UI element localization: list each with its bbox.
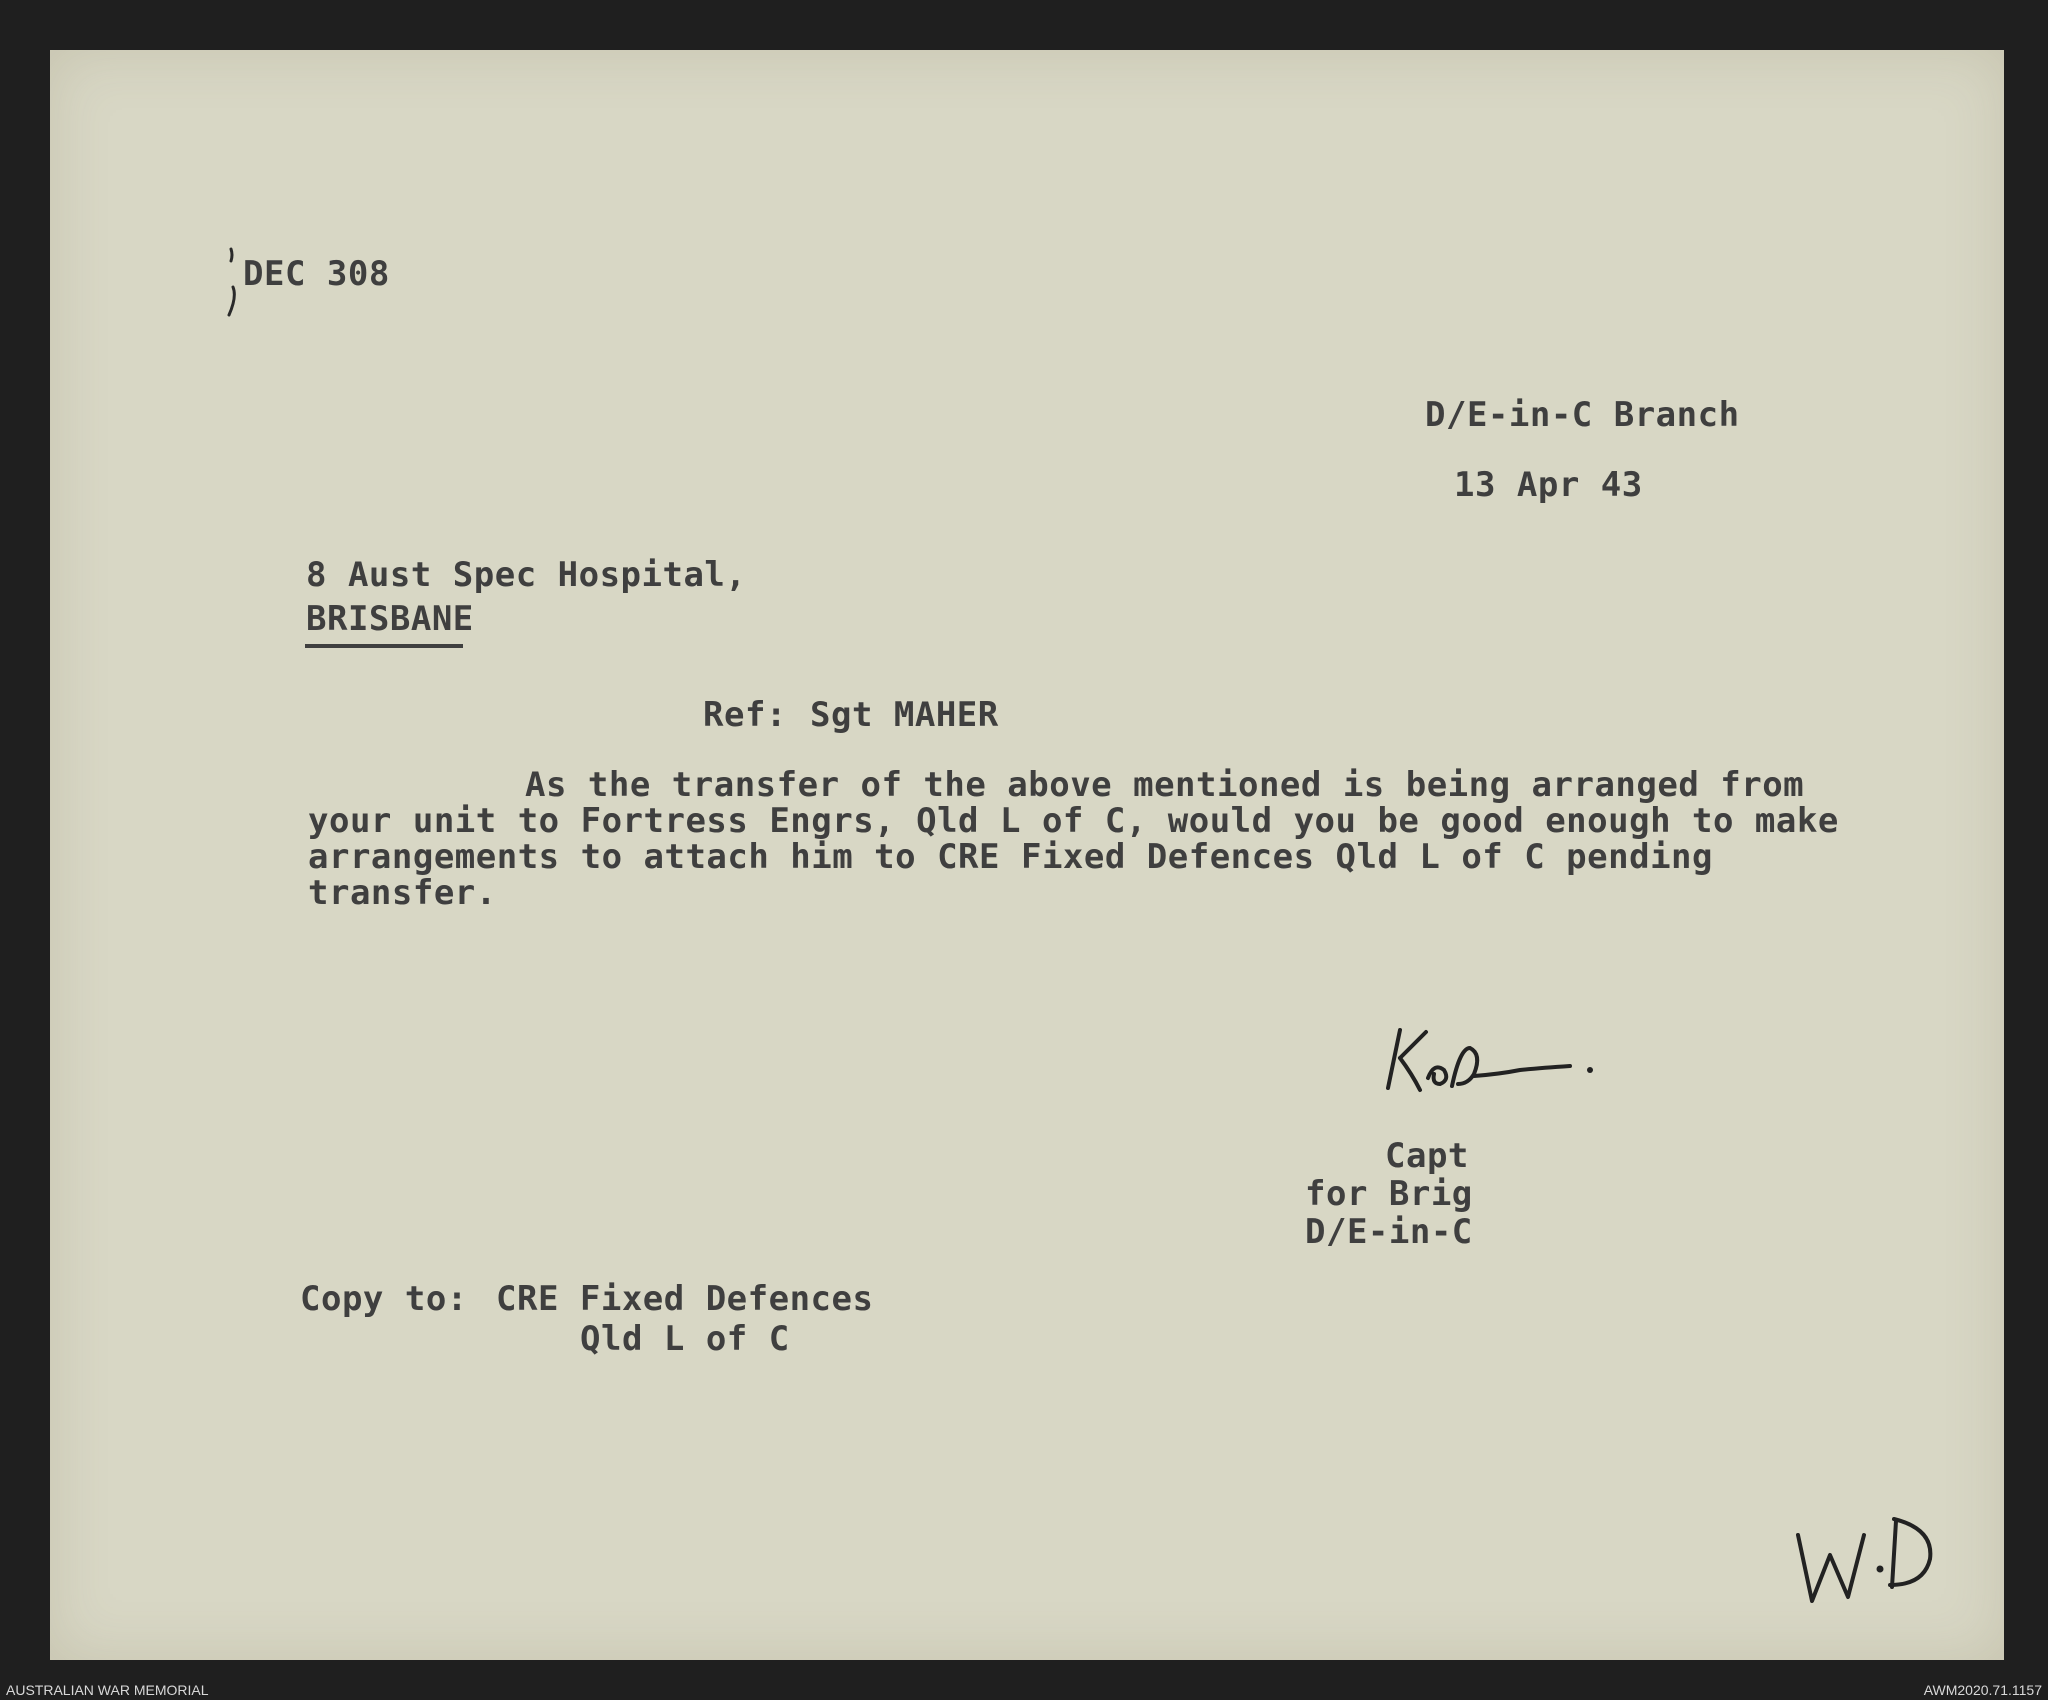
recipient-underline	[305, 644, 463, 648]
reference-subject: Sgt MAHER	[810, 695, 999, 735]
recipient-line-2: BRISBANE	[306, 599, 474, 639]
handwritten-signature	[1370, 1018, 1600, 1108]
signature-rank: Capt	[1385, 1136, 1469, 1176]
handwritten-tick-mark	[225, 245, 245, 325]
copy-to-label: Copy to:	[300, 1279, 468, 1319]
body-line-4: transfer.	[308, 873, 497, 913]
body-line-3: arrangements to attach him to CRE Fixed Defences Qld L of C pending	[308, 837, 1713, 877]
branch-name: D/E-in-C Branch	[1425, 395, 1740, 435]
body-line-2: your unit to Fortress Engrs, Qld L of C, would you be good enough to make	[308, 801, 1839, 841]
body-line-1: As the transfer of the above mentioned is being arranged from	[525, 765, 1805, 805]
copy-to-line-1: CRE Fixed Defences	[496, 1279, 874, 1319]
archive-credit: AUSTRALIAN WAR MEMORIAL	[6, 1682, 209, 1698]
letter-page	[50, 50, 2004, 1660]
handwritten-annotation	[1790, 1505, 1940, 1615]
letter-date: 13 Apr 43	[1454, 465, 1643, 505]
copy-to-line-2: Qld L of C	[580, 1319, 790, 1359]
recipient-line-1: 8 Aust Spec Hospital,	[306, 555, 747, 595]
archive-item-id: AWM2020.71.1157	[1923, 1682, 2042, 1698]
signature-for-line: for Brig	[1305, 1174, 1473, 1214]
file-reference: DEC 308	[243, 254, 390, 294]
reference-label: Ref:	[703, 695, 787, 735]
signature-appointment: D/E-in-C	[1305, 1212, 1473, 1252]
